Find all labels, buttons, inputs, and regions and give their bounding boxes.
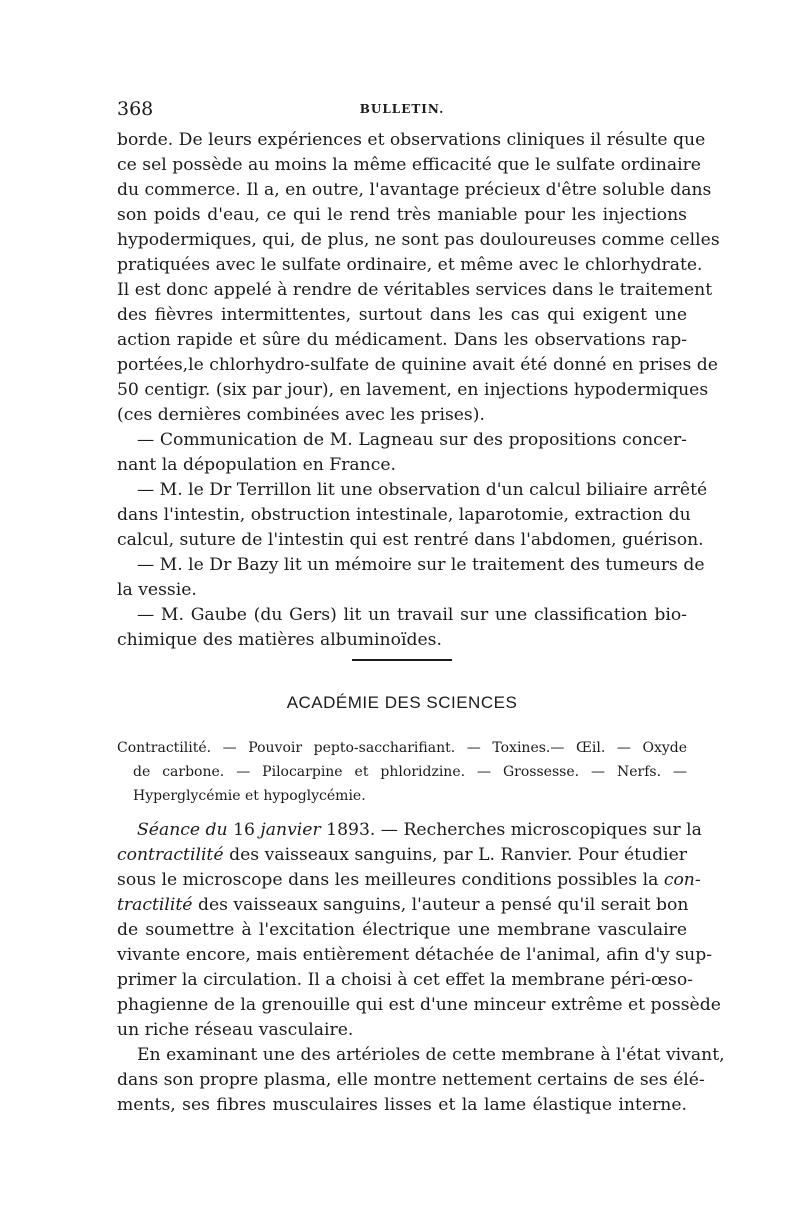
summary-line: de carbone. — Pilocarpine et phloridzine. — Grossesse. — Nerfs. — <box>133 764 687 780</box>
summary-line: Hyperglycémie et hypoglycémie. <box>133 788 366 804</box>
seance-line <box>137 818 702 842</box>
text-line: (ces dernières combinées avec les prises). <box>117 405 485 425</box>
text-line: son poids d'eau, ce qui le rend très maniable pour les injections <box>117 205 687 225</box>
seance-title: 1893. — Recherches microscopiques sur la <box>326 820 702 840</box>
text-line: ments, ses fibres musculaires lisses et la lame élastique interne. <box>117 1095 687 1115</box>
text-line: primer la circulation. Il a choisi à cet effet la membrane péri-œso- <box>117 970 693 990</box>
text-line: dans son propre plasma, elle montre nettement certains de ses élé- <box>117 1070 705 1090</box>
text-line: du commerce. Il a, en outre, l'avantage précieux d'être soluble dans <box>117 180 712 200</box>
text-line: un riche réseau vasculaire. <box>117 1020 354 1040</box>
text-line: 50 centigr. (six par jour), en lavement, en injections hypodermiques <box>117 380 709 400</box>
text-line: — Communication de M. Lagneau sur des propositions concer- <box>137 430 687 450</box>
text-line: des fièvres intermittentes, surtout dans les cas qui exigent une <box>117 305 687 325</box>
text-line: calcul, suture de l'intestin qui est rentré dans l'abdomen, guérison. <box>117 530 704 550</box>
text-line: Il est donc appelé à rendre de véritables services dans le traitement <box>117 280 713 300</box>
italic-term: contractilité <box>117 845 224 865</box>
running-head: BULLETIN. <box>359 102 445 116</box>
text-line: dans l'intestin, obstruction intestinale, laparotomie, extraction du <box>117 505 691 525</box>
text-line: — M. Gaube (du Gers) lit un travail sur une classification bio- <box>137 605 687 625</box>
text-run: des vaisseaux sanguins, par L. Ranvier. Pour étudier <box>229 845 687 865</box>
text-run: des vaisseaux sanguins, l'auteur a pensé qu'il serait bon <box>197 895 689 915</box>
text-line: la vessie. <box>117 580 197 600</box>
text-line: ce sel possède au moins la même efficacité que le sulfate ordinaire <box>117 155 701 175</box>
text-line: — M. le Dr Terrillon lit une observation d'un calcul biliaire arrêté <box>137 480 708 500</box>
text-line: vivante encore, mais entièrement détachée de l'animal, afin d'y sup- <box>117 945 713 965</box>
text-line: action rapide et sûre du médicament. Dans les observations rap- <box>117 330 687 350</box>
section-divider <box>352 659 452 661</box>
text-line: borde. De leurs expériences et observations cliniques il résulte que <box>117 130 706 150</box>
text-line: pratiquées avec le sulfate ordinaire, et même avec le chlorhydrate. <box>117 255 703 275</box>
text-line <box>117 868 701 892</box>
page-header <box>117 98 687 122</box>
seance-day: 16 <box>233 820 255 840</box>
seance-month: janvier <box>260 820 321 840</box>
text-line: phagienne de la grenouille qui est d'une minceur extrême et possède <box>117 995 721 1015</box>
seance-label: Séance du <box>137 820 228 840</box>
text-line: portées,le chlorhydro-sulfate de quinine avait été donné en prises de <box>117 355 718 375</box>
text-line <box>117 843 687 867</box>
text-line: de soumettre à l'excitation électrique une membrane vasculaire <box>117 920 687 940</box>
page-number: 368 <box>117 98 154 120</box>
text-line: nant la dépopulation en France. <box>117 455 397 475</box>
section-title: ACADÉMIE DES SCIENCES <box>286 693 518 712</box>
text-line: — M. le Dr Bazy lit un mémoire sur le traitement des tumeurs de <box>137 555 705 575</box>
text-line: hypodermiques, qui, de plus, ne sont pas douloureuses comme celles <box>117 230 720 250</box>
italic-term: tractilité <box>117 895 193 915</box>
text-line: chimique des matières albuminoïdes. <box>117 630 442 650</box>
summary-line: Contractilité. — Pouvoir pepto-saccharifiant. — Toxines.— Œil. — Oxyde <box>117 740 687 756</box>
text-line <box>117 893 687 917</box>
text-line: En examinant une des artérioles de cette membrane à l'état vivant, <box>137 1045 725 1065</box>
text-run: sous le microscope dans les meilleures conditions possibles la <box>117 870 659 890</box>
italic-term: con- <box>663 870 701 890</box>
